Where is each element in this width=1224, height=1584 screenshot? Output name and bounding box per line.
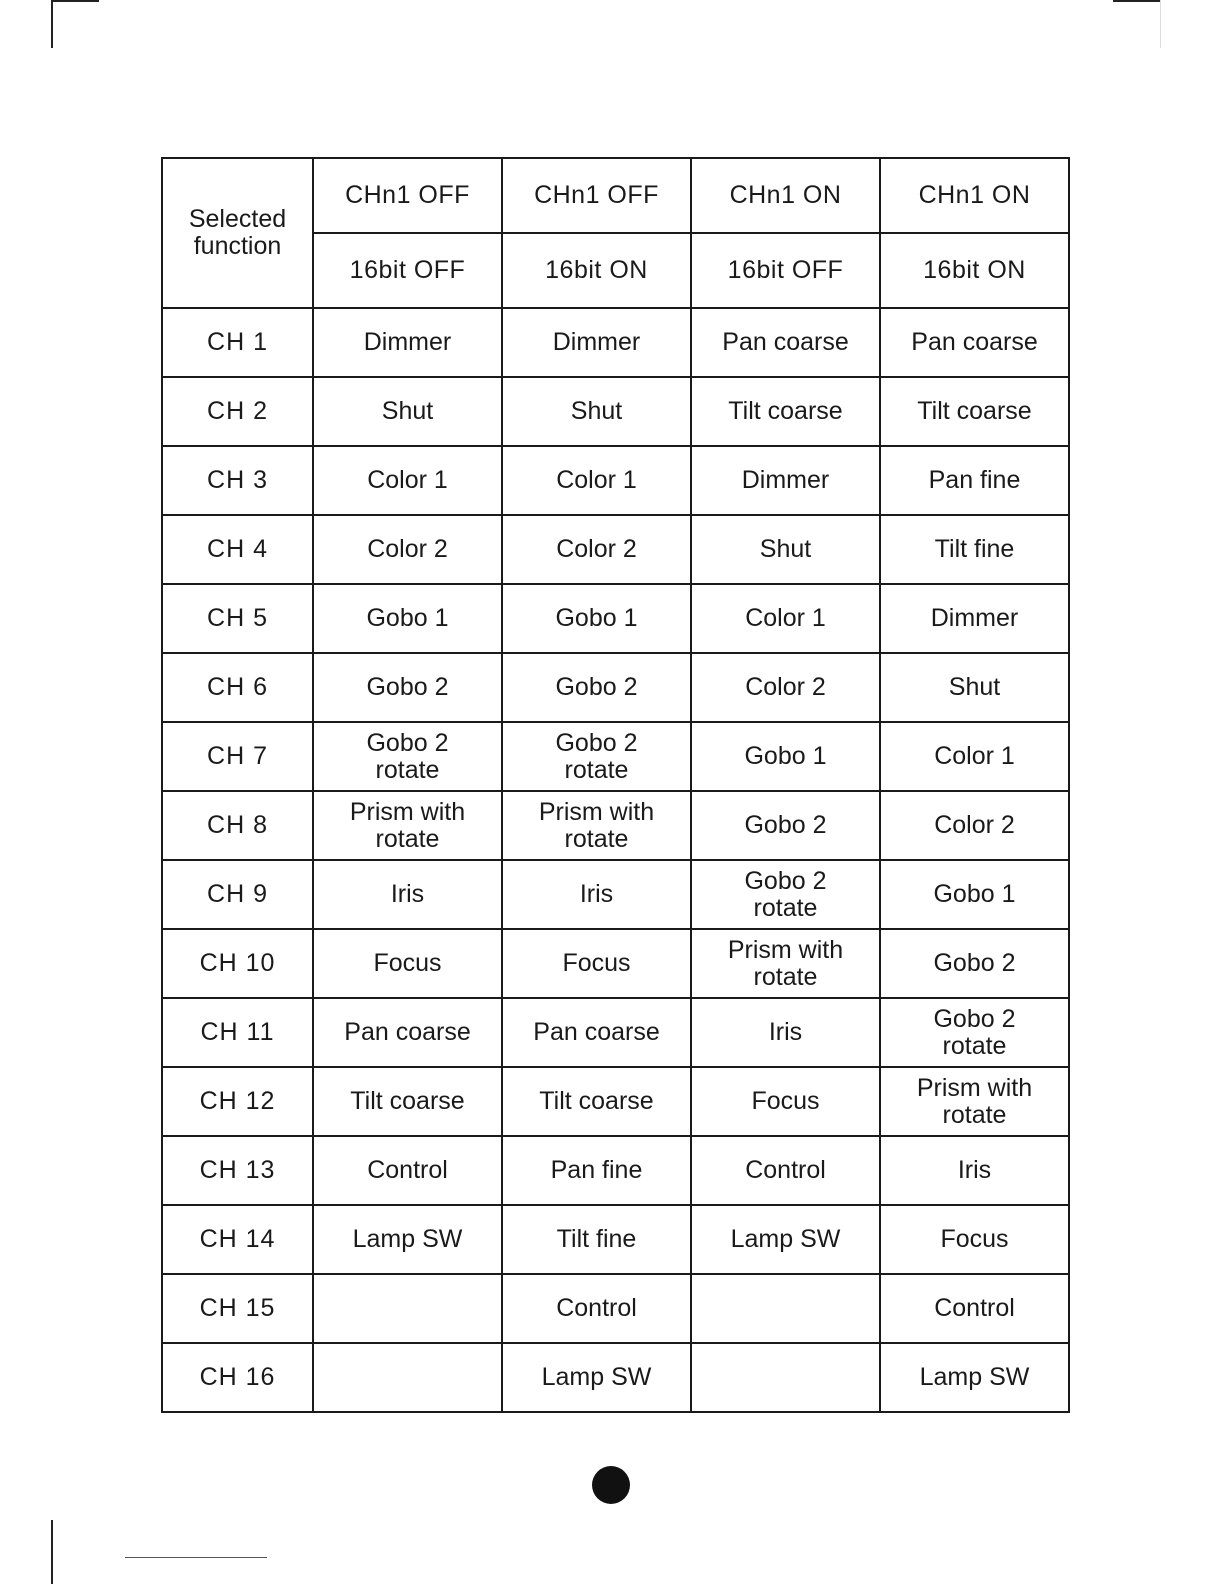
function-cell: Shut xyxy=(502,377,691,446)
function-cell: Color 1 xyxy=(502,446,691,515)
function-cell: Prism with rotate xyxy=(502,791,691,860)
function-cell: Gobo 2 rotate xyxy=(691,860,880,929)
function-cell: Dimmer xyxy=(313,308,502,377)
table-row xyxy=(162,998,1069,1067)
function-cell: Color 2 xyxy=(313,515,502,584)
function-cell: Gobo 1 xyxy=(313,584,502,653)
function-cell: Iris xyxy=(502,860,691,929)
column-header-chn1: CHn1 ON xyxy=(880,158,1069,233)
channel-function-table xyxy=(161,157,1070,1413)
channel-label: CH 1 xyxy=(162,308,313,377)
function-cell: Lamp SW xyxy=(691,1205,880,1274)
function-cell: Prism with rotate xyxy=(313,791,502,860)
crop-mark-top-left-v xyxy=(51,0,53,48)
channel-label: CH 13 xyxy=(162,1136,313,1205)
function-cell: Color 2 xyxy=(691,653,880,722)
function-cell: Dimmer xyxy=(880,584,1069,653)
function-cell: Tilt fine xyxy=(502,1205,691,1274)
channel-label: CH 10 xyxy=(162,929,313,998)
function-cell: Control xyxy=(313,1136,502,1205)
crop-mark-bottom-left-v xyxy=(51,1520,53,1584)
channel-label: CH 7 xyxy=(162,722,313,791)
function-cell: Pan fine xyxy=(880,446,1069,515)
table-row xyxy=(162,929,1069,998)
channel-label: CH 12 xyxy=(162,1067,313,1136)
channel-label: CH 16 xyxy=(162,1343,313,1412)
function-cell: Control xyxy=(691,1136,880,1205)
channel-label: CH 11 xyxy=(162,998,313,1067)
column-header-16bit: 16bit OFF xyxy=(313,233,502,308)
page-number-dot xyxy=(592,1466,630,1504)
channel-label: CH 3 xyxy=(162,446,313,515)
function-cell: Gobo 2 rotate xyxy=(313,722,502,791)
crop-mark-top-right-v xyxy=(1160,0,1161,48)
column-header-chn1: CHn1 ON xyxy=(691,158,880,233)
function-cell: Shut xyxy=(691,515,880,584)
column-header-chn1: CHn1 OFF xyxy=(313,158,502,233)
function-cell: Iris xyxy=(880,1136,1069,1205)
table-row xyxy=(162,1205,1069,1274)
channel-label: CH 6 xyxy=(162,653,313,722)
function-cell: Gobo 2 xyxy=(691,791,880,860)
table-row xyxy=(162,446,1069,515)
function-cell: Pan fine xyxy=(502,1136,691,1205)
table-row xyxy=(162,308,1069,377)
channel-label: CH 15 xyxy=(162,1274,313,1343)
function-cell: Gobo 2 xyxy=(502,653,691,722)
function-cell: Focus xyxy=(880,1205,1069,1274)
function-cell: Tilt coarse xyxy=(502,1067,691,1136)
function-cell: Gobo 1 xyxy=(502,584,691,653)
function-cell: Lamp SW xyxy=(313,1205,502,1274)
function-cell: Lamp SW xyxy=(880,1343,1069,1412)
function-cell: Color 1 xyxy=(880,722,1069,791)
function-cell: Dimmer xyxy=(502,308,691,377)
function-cell: Tilt fine xyxy=(880,515,1069,584)
function-cell: Gobo 2 rotate xyxy=(502,722,691,791)
channel-label: CH 14 xyxy=(162,1205,313,1274)
table-row xyxy=(162,860,1069,929)
function-cell: Gobo 2 xyxy=(880,929,1069,998)
table-row xyxy=(162,1067,1069,1136)
table-row xyxy=(162,791,1069,860)
function-cell: Focus xyxy=(313,929,502,998)
function-cell: Lamp SW xyxy=(502,1343,691,1412)
channel-label: CH 8 xyxy=(162,791,313,860)
function-cell xyxy=(313,1274,502,1343)
function-cell: Control xyxy=(502,1274,691,1343)
function-cell: Pan coarse xyxy=(502,998,691,1067)
function-cell: Tilt coarse xyxy=(691,377,880,446)
function-cell: Iris xyxy=(313,860,502,929)
function-cell: Gobo 2 rotate xyxy=(880,998,1069,1067)
function-cell: Iris xyxy=(691,998,880,1067)
function-cell: Prism with rotate xyxy=(880,1067,1069,1136)
function-cell: Gobo 2 xyxy=(313,653,502,722)
channel-label: CH 5 xyxy=(162,584,313,653)
channel-label: CH 9 xyxy=(162,860,313,929)
header-row-chn1 xyxy=(162,158,1069,233)
table-row xyxy=(162,1343,1069,1412)
function-cell: Color 1 xyxy=(313,446,502,515)
function-cell: Dimmer xyxy=(691,446,880,515)
function-cell: Color 2 xyxy=(502,515,691,584)
function-cell xyxy=(691,1343,880,1412)
channel-label: CH 4 xyxy=(162,515,313,584)
selected-function-header xyxy=(162,158,313,308)
function-cell: Gobo 1 xyxy=(691,722,880,791)
table-row xyxy=(162,377,1069,446)
crop-mark-top-right-h xyxy=(1113,0,1161,2)
table-row xyxy=(162,653,1069,722)
function-cell: Tilt coarse xyxy=(313,1067,502,1136)
function-cell: Color 1 xyxy=(691,584,880,653)
table-row xyxy=(162,722,1069,791)
table-body xyxy=(162,158,1069,1412)
function-cell: Gobo 1 xyxy=(880,860,1069,929)
function-cell: Prism with rotate xyxy=(691,929,880,998)
function-cell xyxy=(313,1343,502,1412)
function-cell: Shut xyxy=(313,377,502,446)
function-cell: Color 2 xyxy=(880,791,1069,860)
column-header-chn1: CHn1 OFF xyxy=(502,158,691,233)
bottom-rule xyxy=(125,1557,267,1558)
table-row xyxy=(162,1274,1069,1343)
function-cell xyxy=(691,1274,880,1343)
function-cell: Pan coarse xyxy=(880,308,1069,377)
selected-function-label-1: Selected xyxy=(188,205,287,233)
function-cell: Tilt coarse xyxy=(880,377,1069,446)
table-row xyxy=(162,1136,1069,1205)
selected-function-label-2: function xyxy=(193,232,282,260)
function-cell: Shut xyxy=(880,653,1069,722)
column-header-16bit: 16bit ON xyxy=(880,233,1069,308)
crop-mark-top-left-h xyxy=(51,0,99,2)
column-header-16bit: 16bit ON xyxy=(502,233,691,308)
function-cell: Pan coarse xyxy=(691,308,880,377)
table-row xyxy=(162,584,1069,653)
function-cell: Focus xyxy=(502,929,691,998)
function-cell: Control xyxy=(880,1274,1069,1343)
function-cell: Pan coarse xyxy=(313,998,502,1067)
column-header-16bit: 16bit OFF xyxy=(691,233,880,308)
channel-label: CH 2 xyxy=(162,377,313,446)
function-cell: Focus xyxy=(691,1067,880,1136)
table-row xyxy=(162,515,1069,584)
